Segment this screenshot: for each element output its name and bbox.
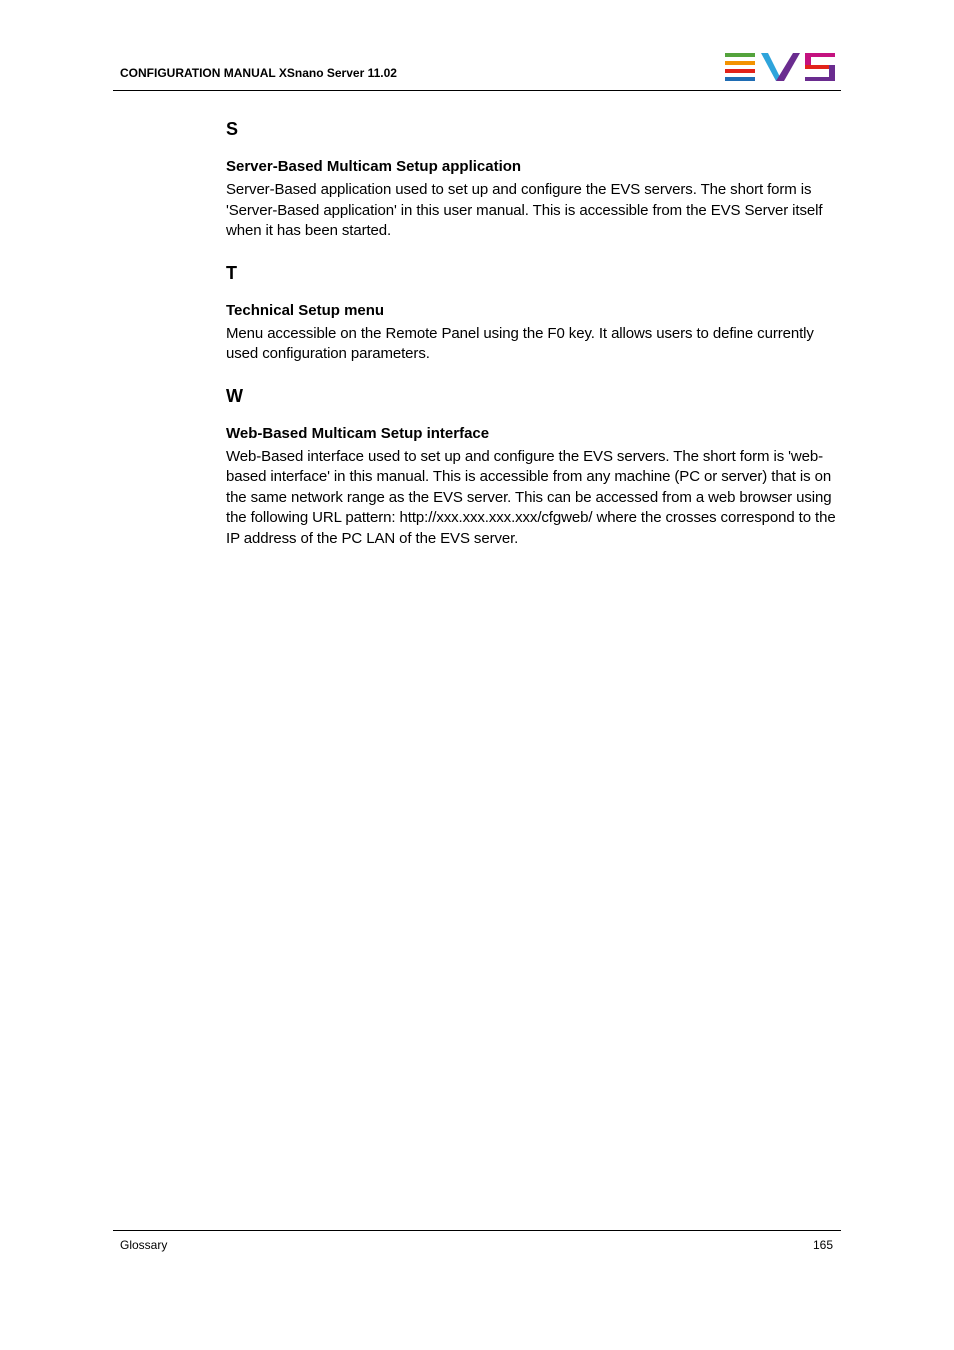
section-letter: S [226, 119, 239, 139]
logo-e-top [725, 53, 755, 57]
logo-e-lower [725, 69, 755, 73]
glossary-term: Web-Based Multicam Setup interface [226, 424, 490, 442]
logo-v-right [776, 53, 800, 81]
logo-s-bottom [805, 77, 835, 81]
logo-v-left [761, 53, 780, 81]
glossary-content [226, 117, 841, 568]
glossary-definition: Server-Based application used to set up and configure the EVS servers. The short form is 'Server-Based application' in this user manual. This is accessible from the EVS Server itself when it has been started. [226, 181, 823, 239]
footer-section-name: Glossary [120, 1238, 168, 1252]
glossary-section-w [226, 384, 841, 550]
logo-s-left [805, 53, 811, 67]
evs-logo [725, 53, 835, 81]
header-divider [113, 90, 841, 91]
glossary-definition: Web-Based interface used to set up and configure the EVS servers. The short form is 'web-based interface' in this manual. This is accessible from any machine (PC or server) that is on the same network range as the EVS server. This can be accessed from a web browser using the following URL pattern: http://xxx.xxx.xxx.xxx/cfgweb/ where the crosses correspond to the IP address of the PC LAN of the EVS server. [226, 447, 836, 547]
logo-e-upper [725, 61, 755, 65]
footer-divider [113, 1230, 841, 1231]
glossary-term: Server-Based Multicam Setup application [226, 158, 522, 175]
section-letter: T [226, 262, 237, 283]
glossary-section-s [226, 117, 841, 242]
section-letter: W [226, 385, 243, 406]
page-number: 165 [812, 1238, 833, 1252]
logo-e-bottom [725, 77, 755, 81]
manual-title: CONFIGURATION MANUAL XSnano Server 11.02 [120, 66, 397, 80]
glossary-definition: Menu accessible on the Remote Panel using the F0 key. It allows users to define currently used configuration parameters. [226, 324, 814, 362]
glossary-term: Technical Setup menu [226, 301, 385, 319]
glossary-section-t [226, 261, 841, 365]
